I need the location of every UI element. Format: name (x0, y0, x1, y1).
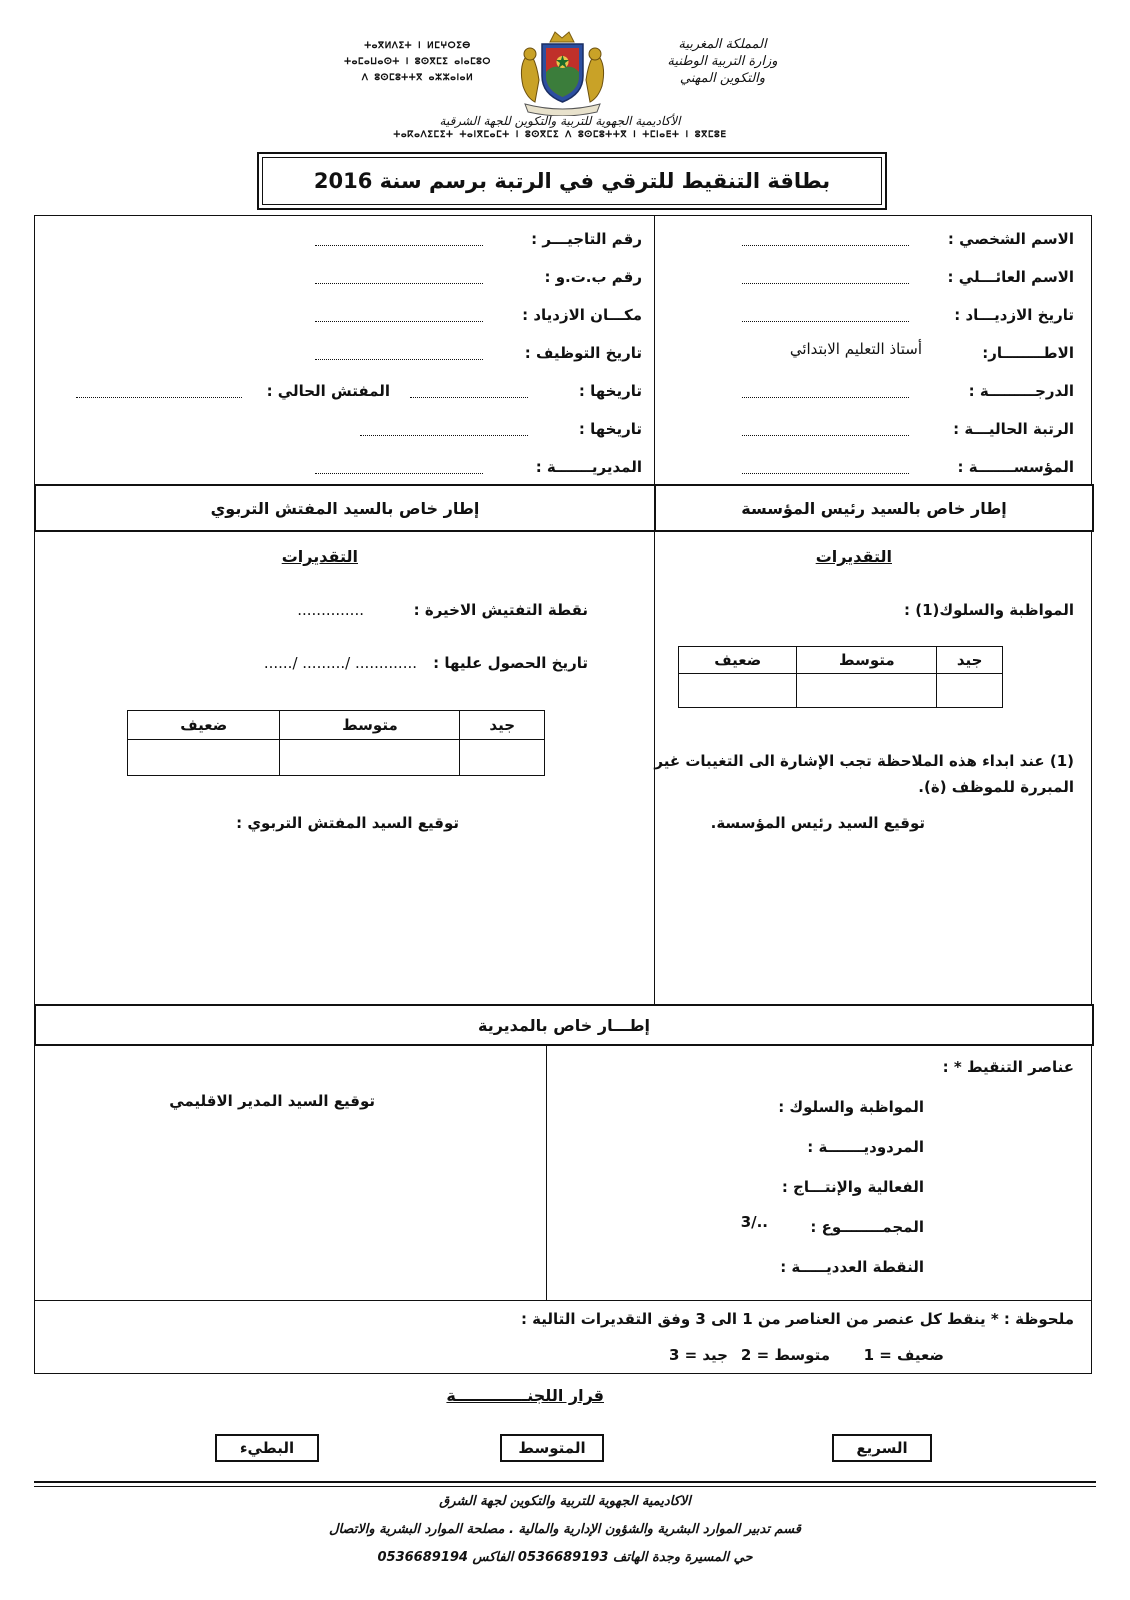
grade-date-field[interactable] (410, 397, 528, 398)
total-value[interactable]: 3/.. (740, 1213, 768, 1231)
scoring-elements-title: عناصر التنقيط * : (942, 1058, 1074, 1076)
rating-good-header: جيد (460, 711, 545, 740)
rating-weak-cell[interactable] (679, 674, 797, 708)
principal-assessments-heading: التقديرات (815, 547, 892, 566)
scale-good: جيد = 3 (668, 1346, 728, 1364)
current-rank-label: الرتبة الحاليـــة : (953, 420, 1074, 438)
numeric-score-item: النقطة العدديـــــة : (780, 1258, 924, 1276)
scale-weak: ضعيف = 1 (863, 1346, 944, 1364)
date-obtained-label: تاريخ الحصول عليها : (433, 654, 588, 672)
attendance-conduct-item: المواظبة والسلوك : (778, 1098, 924, 1116)
total-item: المجمــــــــوع : (810, 1218, 924, 1236)
rating-good-cell[interactable] (460, 740, 545, 776)
inspector-assessments-heading: التقديرات (281, 547, 358, 566)
inspector-signature-label: توقيع السيد المفتش التربوي : (236, 814, 459, 832)
birth-place-label: مكـــان الازدياد : (522, 306, 642, 324)
grade-label: الدرجـــــــــة : (968, 382, 1074, 400)
current-inspector-field[interactable] (76, 397, 242, 398)
footer-address-phone: حي المسيرة وجدة الهاتف 0536689193 الفاكس 0536689194 (377, 1550, 753, 1565)
personal-name-label: الاسم الشخصي : (947, 230, 1074, 248)
hire-date-label: تاريخ التوظيف : (524, 344, 642, 362)
family-name-label: الاسم العائـــلي : (947, 268, 1074, 286)
letterhead (330, 26, 790, 144)
grade-field[interactable] (742, 397, 909, 398)
regional-director-signature-label: توقيع السيد المدير الاقليمي (169, 1092, 375, 1110)
date-obtained-field[interactable]: ....../ ........./ ............. (263, 654, 417, 672)
principal-rating-table (678, 646, 1003, 708)
rating-weak-cell[interactable] (128, 740, 280, 776)
national-id-field[interactable] (315, 283, 483, 284)
rating-good-header: جيد (937, 647, 1003, 674)
inspector-section-header: إطار خاص بالسيد المفتش التربوي (34, 484, 656, 532)
rating-average-header: متوسط (797, 647, 937, 674)
remark-text: ملحوظة : * ينقط كل عنصر من العناصر من 1 الى 3 وفق التقديرات التالية : (520, 1310, 1074, 1328)
effectiveness-output-item: الفعالية والإنتـــاج : (781, 1178, 924, 1196)
absence-footnote-line2: المبررة للموظف (ة). (918, 778, 1074, 796)
institution-field[interactable] (742, 473, 909, 474)
footer-rule-bottom (34, 1486, 1096, 1487)
committee-decision-title: قرار اللجنـــــــــــــة (446, 1386, 604, 1405)
absence-footnote-line1: (1) عند ابداء هذه الملاحظة تجب الإشارة الى التغيبات غير (654, 752, 1074, 770)
current-inspector-label: المفتش الحالي : (266, 382, 390, 400)
footer-rule-top (34, 1481, 1096, 1483)
principal-section-header: إطار خاص بالسيد رئيس المؤسسة (654, 484, 1094, 532)
productivity-item: المردوديـــــــة : (807, 1138, 924, 1156)
moroccan-coat-of-arms-icon (515, 28, 610, 116)
rating-average-header: متوسط (280, 711, 460, 740)
academy-name-tifinagh: ⵜⴰⴽⴰⴷⵉⵎⵉⵜ ⵜⴰⵏⴳⵎⴰⵎⵜ ⵏ ⵓⵙⴳⵎⵉ ⴷ ⵓⵙⵎⵓⵜⵜⴳ ⵏ ⵜⵎⵏⴰⴹⵜ ⵏ ⵓⴳⵎⵓⴹ (393, 130, 727, 140)
remark-divider (34, 1300, 1092, 1301)
principal-signature-label: توقيع السيد رئيس المؤسسة. (710, 814, 925, 832)
rating-weak-header: ضعيف (128, 711, 280, 740)
payroll-number-field[interactable] (315, 245, 483, 246)
last-inspection-score-field[interactable]: .............. (297, 601, 364, 619)
slow-promotion-option[interactable]: البطيء (215, 1434, 319, 1462)
national-id-label: رقم ب.ت.و : (544, 268, 642, 286)
cadre-label: الاطــــــــار: (982, 344, 1074, 362)
directorate-section-header: إطـــار خاص بالمديرية (34, 1004, 1094, 1046)
inspector-rating-table (127, 710, 545, 776)
directorate-field[interactable] (315, 473, 483, 474)
average-promotion-option[interactable]: المتوسط (500, 1434, 604, 1462)
rating-average-cell[interactable] (280, 740, 460, 776)
academy-name-arabic: الأكاديمية الجهوية للتربية والتكوين للجهة الشرقية (439, 114, 681, 128)
grade-date-label: تاريخها : (578, 382, 642, 400)
rating-good-cell[interactable] (937, 674, 1003, 708)
rating-weak-header: ضعيف (679, 647, 797, 674)
birth-place-field[interactable] (315, 321, 483, 322)
rating-average-cell[interactable] (797, 674, 937, 708)
personal-name-field[interactable] (742, 245, 909, 246)
directorate-divider (546, 1044, 547, 1300)
rank-date-label: تاريخها : (578, 420, 642, 438)
last-inspection-score-label: نقطة التفتيش الاخيرة : (413, 601, 588, 619)
scale-average: متوسط = 2 (740, 1346, 830, 1364)
cadre-value: أستاذ التعليم الابتدائي (789, 340, 922, 358)
ministry-name-arabic: المملكة المغربية وزارة التربية الوطنية والتكوين المهني (667, 37, 778, 86)
form-title-box (257, 152, 887, 210)
birth-date-field[interactable] (742, 321, 909, 322)
directorate-label: المديريـــــــة : (535, 458, 642, 476)
footer-department: قسم تدبير الموارد البشرية والشؤون الإدارية والمالية . مصلحة الموارد البشرية والاتصال (329, 1522, 801, 1537)
ministry-name-tifinagh: ⵜⴰⴳⵍⴷⵉⵜ ⵏ ⵍⵎⵖⵔⵉⴱ ⵜⴰⵎⴰⵡⴰⵙⵜ ⵏ ⵓⵙⴳⵎⵉ ⴰⵏⴰⵎⵓⵔ ⴷ ⵓⵙⵎⵓⵜⵜⴳ ⴰⵣⵣⴰⵏⴰⵍ (344, 41, 491, 83)
attendance-conduct-label: المواظبة والسلوك(1) : (904, 601, 1074, 619)
institution-label: المؤسســـــــة : (957, 458, 1074, 476)
payroll-number-label: رقم التاجيـــر : (531, 230, 642, 248)
fast-promotion-option[interactable]: السريع (832, 1434, 932, 1462)
form-title: بطاقة التنقيط للترقي في الرتبة برسم سنة 2016 (262, 157, 882, 205)
current-rank-field[interactable] (742, 435, 909, 436)
family-name-field[interactable] (742, 283, 909, 284)
footer-academy: الاكاديمية الجهوية للتربية والتكوين لجهة الشرق (439, 1494, 691, 1509)
birth-date-label: تاريخ الازديـــاد : (954, 306, 1074, 324)
rank-date-field[interactable] (360, 435, 528, 436)
column-divider (654, 215, 655, 1005)
hire-date-field[interactable] (315, 359, 483, 360)
